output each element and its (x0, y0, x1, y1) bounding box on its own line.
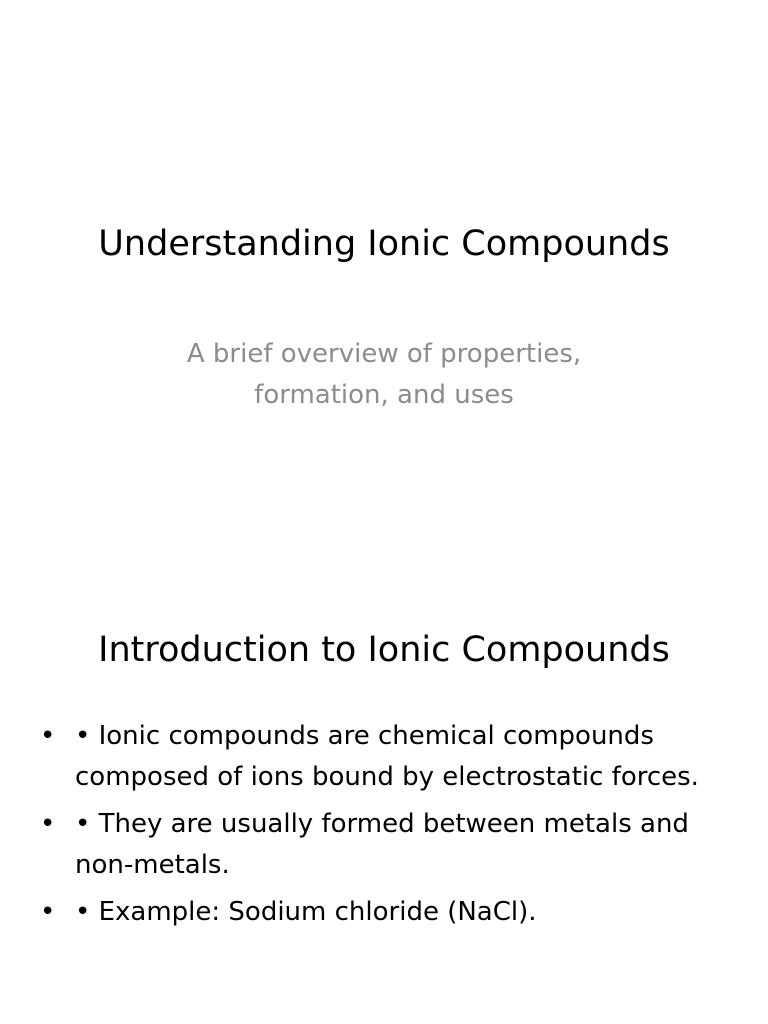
subtitle-line: A brief overview of properties, (186, 339, 582, 369)
bullet-icon: • (40, 809, 56, 839)
bullet-icon: • (40, 897, 56, 927)
slide-title: Understanding Ionic Compounds (98, 224, 670, 264)
subtitle-line: formation, and uses (254, 380, 514, 410)
bullet-item (40, 892, 720, 933)
bullet-list (40, 716, 720, 939)
bullet-icon: • (40, 721, 56, 751)
bullet-item (40, 716, 720, 798)
bullet-text: • Example: Sodium chloride (NaCl). (75, 897, 537, 927)
bullet-text: • They are usually formed between metals and non-metals. (75, 809, 689, 880)
bullet-item (40, 804, 720, 886)
bullet-text: • Ionic compounds are chemical compounds composed of ions bound by electrostatic forces. (75, 721, 699, 792)
slide-subtitle (134, 334, 634, 416)
slide-title: Introduction to Ionic Compounds (98, 630, 670, 670)
content-slide (0, 576, 768, 1024)
